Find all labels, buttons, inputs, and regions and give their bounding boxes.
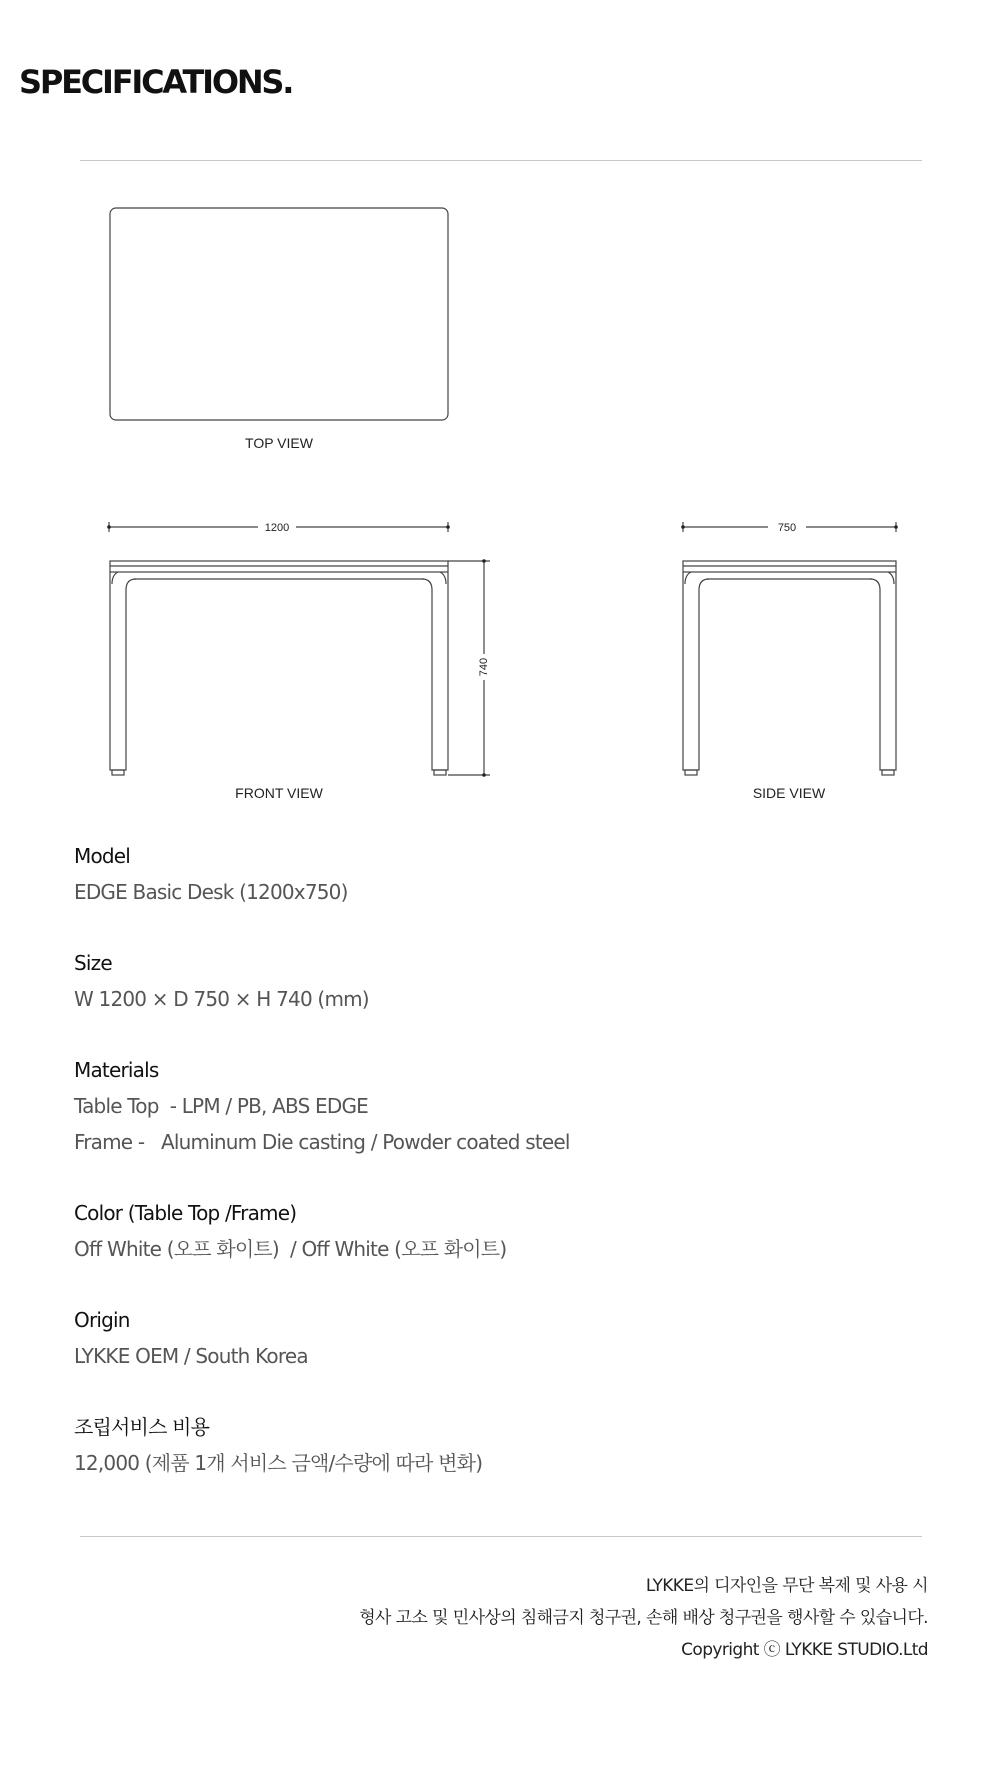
top-divider	[80, 160, 922, 161]
spec-assembly-fee	[74, 1409, 934, 1481]
spec-list	[74, 838, 934, 1516]
spec-materials	[74, 1052, 934, 1160]
spec-label: Origin	[74, 1308, 130, 1332]
spec-size	[74, 945, 934, 1017]
spec-label: Materials	[74, 1058, 159, 1082]
spec-value: LYKKE OEM / South Korea	[74, 1344, 308, 1368]
top-view-label: TOP VIEW	[245, 435, 313, 451]
spec-label: Model	[74, 844, 131, 868]
page-title: SPECIFICATIONS.	[19, 63, 293, 101]
copyright-notice	[359, 1570, 928, 1666]
height-dimension-label: 740	[478, 657, 490, 677]
spec-label: Color (Table Top /Frame)	[74, 1201, 297, 1225]
spec-origin	[74, 1302, 934, 1374]
technical-drawing	[0, 180, 1000, 810]
footer-line: LYKKE의 디자인을 무단 복제 및 사용 시	[645, 1576, 928, 1596]
spec-color	[74, 1195, 934, 1267]
spec-value: EDGE Basic Desk (1200x750)	[74, 880, 348, 904]
spec-value: 12,000 (제품 1개 서비스 금액/수량에 따라 변화)	[74, 1451, 483, 1475]
side-view-label: SIDE VIEW	[752, 785, 826, 801]
spec-value: Table Top - LPM / PB, ABS EDGE	[74, 1094, 368, 1118]
depth-dimension-label: 750	[777, 522, 797, 534]
bottom-divider	[80, 1536, 922, 1537]
spec-model	[74, 838, 934, 910]
spec-label: 조립서비스 비용	[74, 1415, 210, 1439]
spec-value: W 1200 × D 750 × H 740 (mm)	[74, 987, 369, 1011]
spec-value: Off White (오프 화이트) / Off White (오프 화이트)	[74, 1237, 507, 1261]
front-view-label: FRONT VIEW	[235, 785, 323, 801]
spec-label: Size	[74, 951, 112, 975]
footer-line: 형사 고소 및 민사상의 침해금지 청구권, 손해 배상 청구권을 행사할 수 있습니다.	[359, 1608, 928, 1628]
width-dimension-label: 1200	[264, 522, 290, 534]
top-view-outline	[110, 208, 448, 420]
copyright-text: Copyright ⓒ LYKKE STUDIO.Ltd	[681, 1640, 928, 1660]
spec-value: Frame - Aluminum Die casting / Powder coated steel	[74, 1130, 570, 1154]
